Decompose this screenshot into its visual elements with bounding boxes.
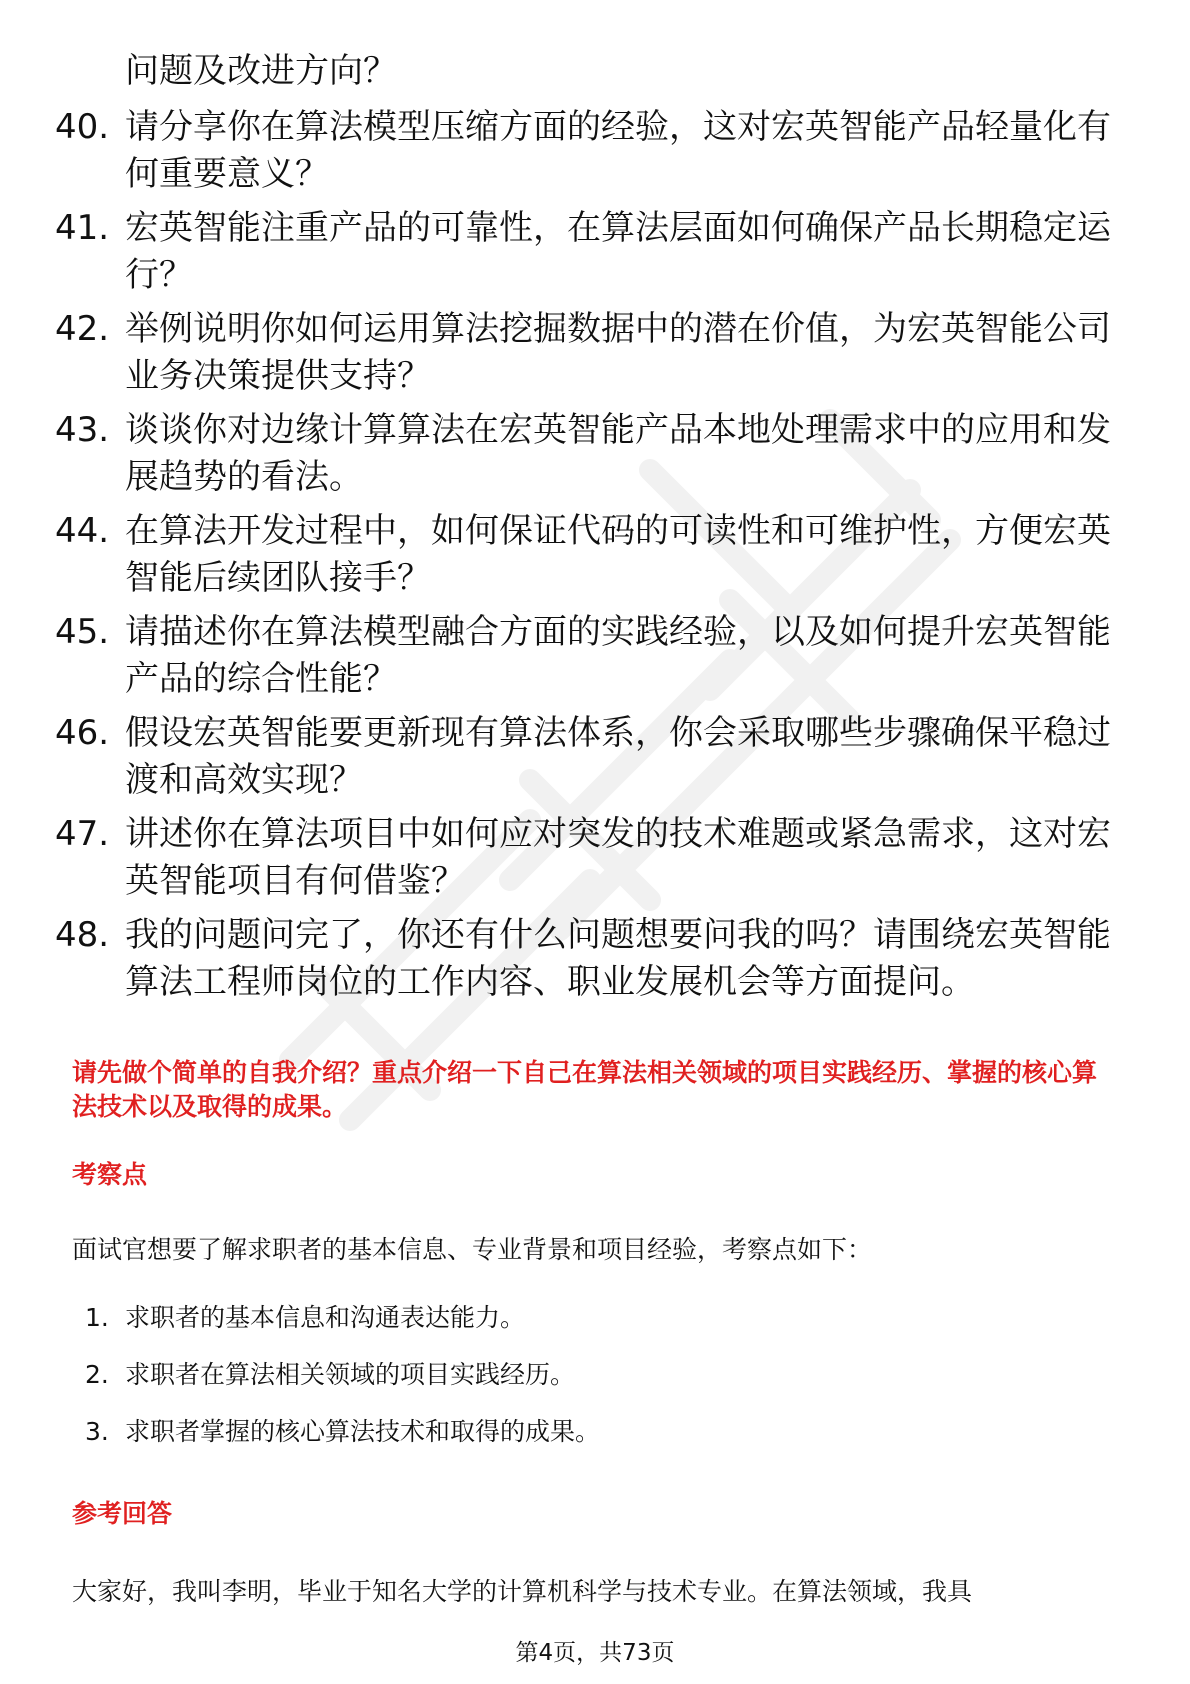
question-list <box>55 104 1115 1013</box>
question-item <box>55 508 1115 602</box>
reference-answer-text: 大家好，我叫李明，毕业于知名大学的计算机科学与技术专业。在算法领域，我具 <box>72 1577 973 1606</box>
list-item-number: 2. <box>85 1360 109 1389</box>
question-number: 45. <box>55 612 110 652</box>
question-text: 假设宏英智能要更新现有算法体系，你会采取哪些步骤确保平稳过渡和高效实现？ <box>125 713 1111 800</box>
question-text: 请描述你在算法模型融合方面的实践经验，以及如何提升宏英智能产品的综合性能？ <box>125 612 1111 699</box>
assessment-heading: 考察点 <box>72 1160 148 1189</box>
question-number: 47. <box>55 814 110 854</box>
question-text: 讲述你在算法项目中如何应对突发的技术难题或紧急需求，这对宏英智能项目有何借鉴？ <box>125 814 1111 901</box>
question-text: 宏英智能注重产品的可靠性，在算法层面如何确保产品长期稳定运行？ <box>125 208 1111 295</box>
question-item <box>55 912 1115 1006</box>
question-text: 请分享你在算法模型压缩方面的经验，这对宏英智能产品轻量化有何重要意义？ <box>125 107 1111 194</box>
question-number: 42. <box>55 309 110 349</box>
question-number: 43. <box>55 410 110 450</box>
question-item <box>55 205 1115 299</box>
question-number: 41. <box>55 208 110 248</box>
question-item <box>55 104 1115 198</box>
list-item <box>85 1358 600 1415</box>
list-item-number: 3. <box>85 1417 109 1446</box>
list-item-text: 求职者掌握的核心算法技术和取得的成果。 <box>125 1417 601 1446</box>
question-item <box>55 710 1115 804</box>
question-item <box>55 811 1115 905</box>
question-text: 谈谈你对边缘计算算法在宏英智能产品本地处理需求中的应用和发展趋势的看法。 <box>125 410 1111 497</box>
question-number: 40. <box>55 107 110 147</box>
list-item <box>85 1301 600 1358</box>
list-item-text: 求职者的基本信息和沟通表达能力。 <box>125 1303 526 1332</box>
assessment-points <box>85 1301 600 1472</box>
question-item <box>55 306 1115 400</box>
question-number: 44. <box>55 511 110 551</box>
question-text: 举例说明你如何运用算法挖掘数据中的潜在价值，为宏英智能公司业务决策提供支持？ <box>125 309 1111 396</box>
question-number: 48. <box>55 915 110 955</box>
question-item <box>55 407 1115 501</box>
question-text: 我的问题问完了，你还有什么问题想要问我的吗？请围绕宏英智能算法工程师岗位的工作内容、职业发展机会等方面提问。 <box>125 915 1111 1002</box>
question-number: 46. <box>55 713 110 753</box>
page-footer: 第4页，共73页 <box>515 1640 675 1666</box>
highlight-question: 请先做个简单的自我介绍？重点介绍一下自己在算法相关领域的项目实践经历、掌握的核心算法技术以及取得的成果。 <box>72 1058 1098 1121</box>
assessment-intro: 面试官想要了解求职者的基本信息、专业背景和项目经验，考察点如下： <box>72 1235 873 1264</box>
question-item <box>55 609 1115 703</box>
list-item-number: 1. <box>85 1303 109 1332</box>
question-39-continuation: 问题及改进方向？ <box>125 51 397 91</box>
list-item <box>85 1415 600 1472</box>
list-item-text: 求职者在算法相关领域的项目实践经历。 <box>125 1360 576 1389</box>
reference-heading: 参考回答 <box>72 1499 173 1528</box>
question-text: 在算法开发过程中，如何保证代码的可读性和可维护性，方便宏英智能后续团队接手？ <box>125 511 1111 598</box>
